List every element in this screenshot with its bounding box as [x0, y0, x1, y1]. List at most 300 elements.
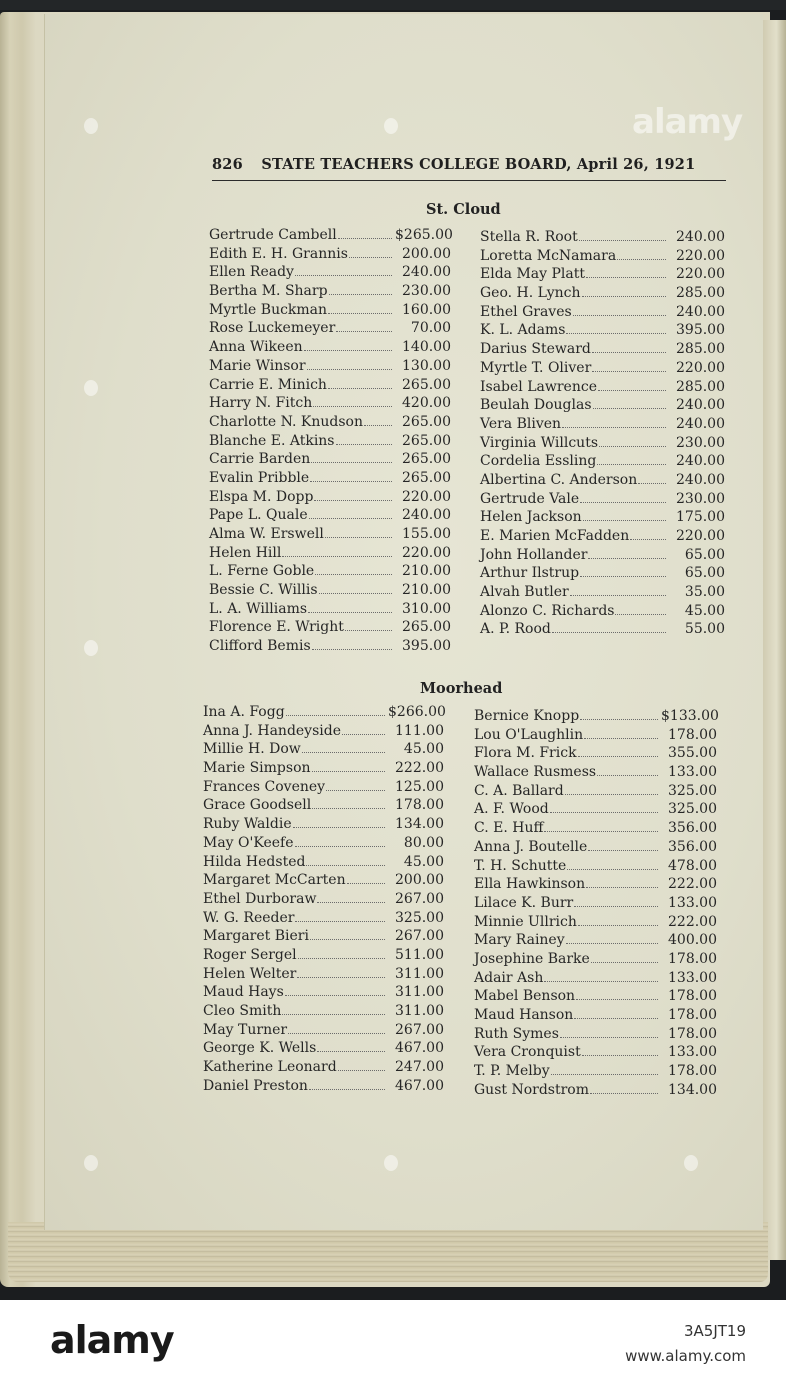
leader-dots	[638, 483, 666, 484]
list-item	[480, 453, 725, 472]
list-item	[209, 451, 451, 470]
leader-dots	[566, 333, 666, 334]
list-item	[480, 248, 725, 267]
list-item	[480, 322, 725, 341]
person-name: Isabel Lawrence	[480, 378, 597, 395]
list-item	[480, 584, 725, 603]
leader-dots	[307, 369, 392, 370]
leader-dots	[617, 259, 666, 260]
leader-dots	[309, 518, 392, 519]
list-item	[203, 1003, 444, 1022]
section-title-st-cloud: St. Cloud	[426, 201, 501, 218]
leader-dots	[304, 350, 392, 351]
list-item	[209, 358, 451, 377]
amount: 356.00	[668, 820, 717, 837]
amount: 265.00	[402, 451, 451, 468]
person-name: Helen Welter	[203, 965, 297, 982]
watermark-dot	[84, 1155, 98, 1171]
person-name: Maud Hanson	[474, 1007, 574, 1023]
list-item	[203, 797, 444, 816]
leader-dots	[580, 576, 666, 577]
amount: 325.00	[668, 801, 717, 818]
amount: 45.00	[403, 853, 444, 870]
watermark-dot	[384, 118, 398, 134]
person-name: Lilace K. Burr	[474, 894, 574, 911]
list-item	[209, 227, 451, 246]
amount: 240.00	[676, 397, 725, 414]
list-item	[203, 966, 444, 985]
person-name: Roger Sergel	[203, 946, 297, 963]
leader-dots	[282, 556, 392, 557]
amount: 267.00	[395, 890, 444, 907]
list-item	[474, 708, 717, 727]
list-item	[474, 876, 717, 895]
leader-dots	[285, 995, 385, 996]
amount: 55.00	[684, 621, 725, 638]
amount: 310.00	[402, 600, 451, 617]
person-name: W. G. Reeder	[203, 909, 295, 926]
person-name: Alvah Butler	[480, 584, 569, 601]
amount: 240.00	[676, 453, 725, 470]
amount: 395.00	[402, 638, 451, 655]
amount: 222.00	[395, 760, 444, 777]
person-name: Arthur Ilstrup	[480, 565, 580, 582]
watermark-dot	[84, 640, 98, 656]
person-name: Mabel Benson	[474, 988, 576, 1005]
amount: 210.00	[402, 563, 451, 580]
person-name: Marie Simpson	[203, 760, 311, 777]
amount: 222.00	[668, 913, 717, 930]
amount: 311.00	[395, 984, 444, 1001]
list-item	[203, 835, 444, 854]
person-name: Daniel Preston	[203, 1077, 308, 1094]
list-item	[474, 1007, 717, 1026]
person-name: Clifford Bemis	[209, 638, 311, 655]
amount: 356.00	[668, 838, 717, 855]
amount: 178.00	[668, 988, 717, 1005]
person-name: Bernice Knopp	[474, 708, 580, 724]
list-item	[480, 341, 725, 360]
leader-dots	[306, 865, 385, 866]
leader-dots	[336, 331, 392, 332]
leader-dots	[315, 574, 392, 575]
list-item	[209, 563, 451, 582]
list-item	[474, 1063, 717, 1082]
leader-dots	[295, 846, 386, 847]
leader-dots	[578, 925, 658, 926]
list-item	[203, 1078, 444, 1097]
list-item	[480, 509, 725, 528]
leader-dots	[583, 520, 666, 521]
leader-dots	[345, 630, 392, 631]
amount: $266.00	[388, 704, 446, 720]
amount: 247.00	[395, 1059, 444, 1076]
leader-dots	[349, 257, 392, 258]
amount: 285.00	[676, 285, 725, 302]
watermark-dot	[84, 118, 98, 134]
amount: 311.00	[395, 1003, 444, 1019]
list-item	[480, 379, 725, 398]
person-name: E. Marien McFadden	[480, 528, 630, 544]
amount: $265.00	[395, 227, 453, 243]
leader-dots	[582, 1055, 658, 1056]
leader-dots	[565, 794, 658, 795]
list-item	[203, 928, 444, 947]
person-name: Cleo Smith	[203, 1003, 282, 1019]
leader-dots	[574, 1018, 658, 1019]
leader-dots	[328, 388, 392, 389]
amount: 155.00	[402, 526, 451, 542]
leader-dots	[544, 831, 658, 832]
person-name: George K. Wells	[203, 1040, 317, 1057]
amount: 178.00	[395, 797, 444, 814]
leader-dots	[329, 294, 392, 295]
leader-dots	[615, 614, 666, 615]
amount: 267.00	[395, 1021, 444, 1038]
moorhead-right-column	[474, 708, 717, 1100]
person-name: Geo. H. Lynch	[480, 285, 581, 302]
person-name: Ina A. Fogg	[203, 704, 285, 720]
person-name: Florence E. Wright	[209, 619, 344, 636]
amount: 240.00	[402, 264, 451, 281]
list-item	[209, 377, 451, 396]
list-item	[209, 320, 451, 339]
list-item	[209, 264, 451, 283]
person-name: Ruth Symes	[474, 1025, 559, 1042]
amount: 220.00	[676, 247, 725, 264]
list-item	[474, 783, 717, 802]
list-item	[480, 528, 725, 547]
leader-dots	[310, 939, 385, 940]
watermark-logo: alamy	[50, 1318, 174, 1362]
person-name: Carrie E. Minich	[209, 376, 327, 393]
person-name: Maud Hays	[203, 984, 284, 1001]
amount: 133.00	[668, 1044, 717, 1061]
leader-dots	[311, 462, 392, 463]
list-item	[480, 491, 725, 510]
amount: 134.00	[395, 816, 444, 833]
person-name: A. P. Rood	[480, 621, 551, 638]
list-item	[209, 526, 451, 545]
person-name: Elda May Platt	[480, 266, 585, 283]
amount: 467.00	[395, 1040, 444, 1057]
person-name: Frances Coveney	[203, 778, 326, 795]
st-cloud-right-column	[480, 229, 725, 640]
list-item	[209, 433, 451, 452]
person-name: Anna J. Handeyside	[203, 722, 342, 739]
amount: 230.00	[402, 283, 451, 300]
leader-dots	[288, 1033, 385, 1034]
person-name: Blanche E. Atkins	[209, 432, 335, 449]
amount: 230.00	[676, 434, 725, 451]
leader-dots	[312, 649, 392, 650]
list-item	[203, 1022, 444, 1041]
page-header	[212, 156, 726, 181]
leader-dots	[308, 612, 392, 613]
leader-dots	[364, 425, 392, 426]
list-item	[474, 858, 717, 877]
list-item	[209, 470, 451, 489]
list-item	[209, 302, 451, 321]
person-name: Flora M. Frick	[474, 745, 577, 762]
person-name: Wallace Rusmess	[474, 764, 597, 781]
person-name: May O'Keefe	[203, 834, 294, 851]
leader-dots	[586, 277, 666, 278]
amount: 45.00	[684, 602, 725, 619]
leader-dots	[592, 371, 666, 372]
leader-dots	[570, 595, 666, 596]
leader-dots	[588, 850, 658, 851]
person-name: Marie Winsor	[209, 357, 306, 374]
leader-dots	[574, 906, 658, 907]
amount: 478.00	[668, 857, 717, 874]
leader-dots	[588, 558, 666, 559]
person-name: Josephine Barke	[474, 950, 590, 967]
leader-dots	[317, 1051, 385, 1052]
person-name: Margaret Bieri	[203, 928, 309, 945]
leader-dots	[310, 481, 392, 482]
person-name: Bessie C. Willis	[209, 582, 318, 599]
person-name: Charlotte N. Knudson	[209, 413, 363, 430]
st-cloud-left-column	[209, 227, 451, 657]
amount: 160.00	[402, 301, 451, 318]
leader-dots	[312, 808, 385, 809]
amount: 511.00	[395, 946, 444, 963]
list-item	[209, 414, 451, 433]
person-name: Rose Luckemeyer	[209, 320, 336, 337]
leader-dots	[599, 446, 666, 447]
person-name: Ethel Graves	[480, 303, 572, 320]
list-item	[474, 970, 717, 989]
list-item	[480, 266, 725, 285]
leader-dots	[580, 502, 666, 503]
amount: 111.00	[395, 722, 444, 739]
person-name: Anna Wikeen	[209, 339, 303, 356]
list-item	[480, 603, 725, 622]
amount: 285.00	[676, 378, 725, 395]
list-item	[480, 304, 725, 323]
list-item	[203, 1040, 444, 1059]
amount: 220.00	[676, 359, 725, 376]
list-item	[474, 745, 717, 764]
person-name: C. E. Huff	[474, 820, 544, 837]
amount: 325.00	[668, 782, 717, 799]
leader-dots	[560, 1037, 658, 1038]
page-number: 826	[212, 156, 243, 173]
amount: 265.00	[402, 619, 451, 636]
watermark-dot	[684, 1155, 698, 1171]
list-item	[480, 472, 725, 491]
amount: 400.00	[668, 932, 717, 949]
watermark-image-id: 3A5JT19	[683, 1322, 746, 1340]
person-name: Ella Hawkinson	[474, 876, 586, 893]
amount: 220.00	[676, 528, 725, 544]
leader-dots	[552, 632, 666, 633]
list-item	[480, 285, 725, 304]
leader-dots	[297, 977, 385, 978]
person-name: Adair Ash	[474, 969, 544, 986]
leader-dots	[295, 921, 385, 922]
amount: 220.00	[402, 544, 451, 561]
amount: 467.00	[395, 1077, 444, 1094]
list-item	[480, 360, 725, 379]
list-item	[203, 760, 444, 779]
amount: 230.00	[676, 490, 725, 507]
leader-dots	[309, 1089, 385, 1090]
leader-dots	[551, 1074, 658, 1075]
amount: 200.00	[402, 245, 451, 262]
person-name: Gertrude Cambell	[209, 227, 337, 243]
list-item	[474, 932, 717, 951]
list-item	[209, 638, 451, 657]
list-item	[474, 1026, 717, 1045]
person-name: Edith E. H. Grannis	[209, 245, 348, 262]
person-name: Virginia Willcuts	[480, 434, 599, 451]
leader-dots	[597, 464, 666, 465]
leader-dots	[597, 775, 658, 776]
list-item	[480, 435, 725, 454]
amount: 355.00	[668, 745, 717, 762]
list-item	[480, 621, 725, 640]
amount: 210.00	[402, 582, 451, 599]
list-item	[209, 489, 451, 508]
list-item	[474, 895, 717, 914]
person-name: Carrie Barden	[209, 451, 311, 468]
person-name: L. A. Williams	[209, 600, 308, 617]
amount: 125.00	[395, 778, 444, 795]
person-name: Gertrude Vale	[480, 490, 580, 507]
person-name: Helen Hill	[209, 544, 282, 561]
amount: 220.00	[402, 488, 451, 505]
list-item	[474, 801, 717, 820]
list-item	[203, 779, 444, 798]
leader-dots	[550, 812, 658, 813]
amount: 240.00	[676, 303, 725, 320]
person-name: Ethel Durboraw	[203, 890, 317, 907]
amount: 70.00	[410, 320, 451, 337]
list-item	[474, 727, 717, 746]
list-item	[203, 1059, 444, 1078]
amount: 133.00	[668, 764, 717, 781]
leader-dots	[576, 999, 658, 1000]
amount: 222.00	[668, 876, 717, 893]
person-name: Helen Jackson	[480, 509, 582, 526]
list-item	[474, 914, 717, 933]
amount: 311.00	[395, 965, 444, 982]
leader-dots	[338, 1070, 385, 1071]
leader-dots	[317, 902, 385, 903]
person-name: Vera Bliven	[480, 415, 562, 432]
page-stack-bottom-edge	[8, 1222, 768, 1282]
person-name: Lou O'Laughlin	[474, 726, 584, 743]
leader-dots	[298, 958, 385, 959]
leader-dots	[295, 275, 392, 276]
amount: 265.00	[402, 432, 451, 449]
amount: 267.00	[395, 928, 444, 945]
list-item	[474, 988, 717, 1007]
moorhead-left-column	[203, 704, 444, 1096]
person-name: Hilda Hedsted	[203, 853, 306, 870]
list-item	[203, 872, 444, 891]
leader-dots	[598, 390, 666, 391]
amount: 80.00	[403, 834, 444, 851]
leader-dots	[578, 756, 658, 757]
watermark-url: www.alamy.com	[625, 1347, 746, 1365]
amount: 240.00	[676, 471, 725, 488]
person-name: Albertina C. Anderson	[480, 471, 638, 488]
person-name: Vera Cronquist	[474, 1044, 581, 1061]
person-name: Myrtle Buckman	[209, 301, 328, 318]
amount: 175.00	[676, 509, 725, 526]
amount: 265.00	[402, 376, 451, 393]
leader-dots	[342, 734, 385, 735]
person-name: John Hollander	[480, 546, 588, 563]
list-item	[209, 339, 451, 358]
person-name: Grace Goodsell	[203, 797, 312, 814]
leader-dots	[591, 962, 658, 963]
person-name: Ruby Waldie	[203, 816, 292, 833]
list-item	[480, 397, 725, 416]
amount: 240.00	[676, 415, 725, 432]
leader-dots	[336, 444, 393, 445]
watermark-dot	[384, 1155, 398, 1171]
leader-dots	[338, 238, 392, 239]
person-name: Evalin Pribble	[209, 469, 310, 486]
list-item	[203, 891, 444, 910]
person-name: Margaret McCarten	[203, 872, 346, 889]
list-item	[474, 764, 717, 783]
leader-dots	[566, 943, 658, 944]
person-name: Gust Nordstrom	[474, 1081, 590, 1098]
amount: 178.00	[668, 726, 717, 743]
amount: 240.00	[402, 507, 451, 524]
person-name: T. H. Schutte	[474, 857, 567, 874]
leader-dots	[590, 1093, 658, 1094]
list-item	[203, 704, 444, 723]
amount: 133.00	[668, 969, 717, 986]
list-item	[203, 984, 444, 1003]
person-name: Harry N. Fitch	[209, 395, 313, 412]
person-name: L. Ferne Goble	[209, 563, 315, 580]
person-name: Loretta McNamara	[480, 247, 617, 264]
leader-dots	[282, 1014, 385, 1015]
person-name: Myrtle T. Oliver	[480, 359, 592, 376]
leader-dots	[573, 315, 666, 316]
leader-dots	[580, 719, 658, 720]
person-name: K. L. Adams	[480, 322, 566, 339]
leader-dots	[314, 500, 392, 501]
person-name: May Turner	[203, 1021, 288, 1038]
amount: 140.00	[402, 339, 451, 356]
leader-dots	[562, 427, 666, 428]
person-name: C. A. Ballard	[474, 782, 564, 799]
leader-dots	[325, 537, 392, 538]
leader-dots	[593, 408, 666, 409]
leader-dots	[313, 406, 392, 407]
amount: 65.00	[684, 546, 725, 563]
person-name: Beulah Douglas	[480, 397, 592, 414]
leader-dots	[544, 981, 658, 982]
person-name: Cordelia Essling	[480, 453, 597, 470]
leader-dots	[592, 352, 666, 353]
amount: 265.00	[402, 413, 451, 430]
person-name: T. P. Melby	[474, 1063, 550, 1080]
list-item	[480, 547, 725, 566]
list-item	[480, 229, 725, 248]
list-item	[209, 582, 451, 601]
amount: 220.00	[676, 266, 725, 283]
person-name: Mary Rainey	[474, 932, 565, 949]
